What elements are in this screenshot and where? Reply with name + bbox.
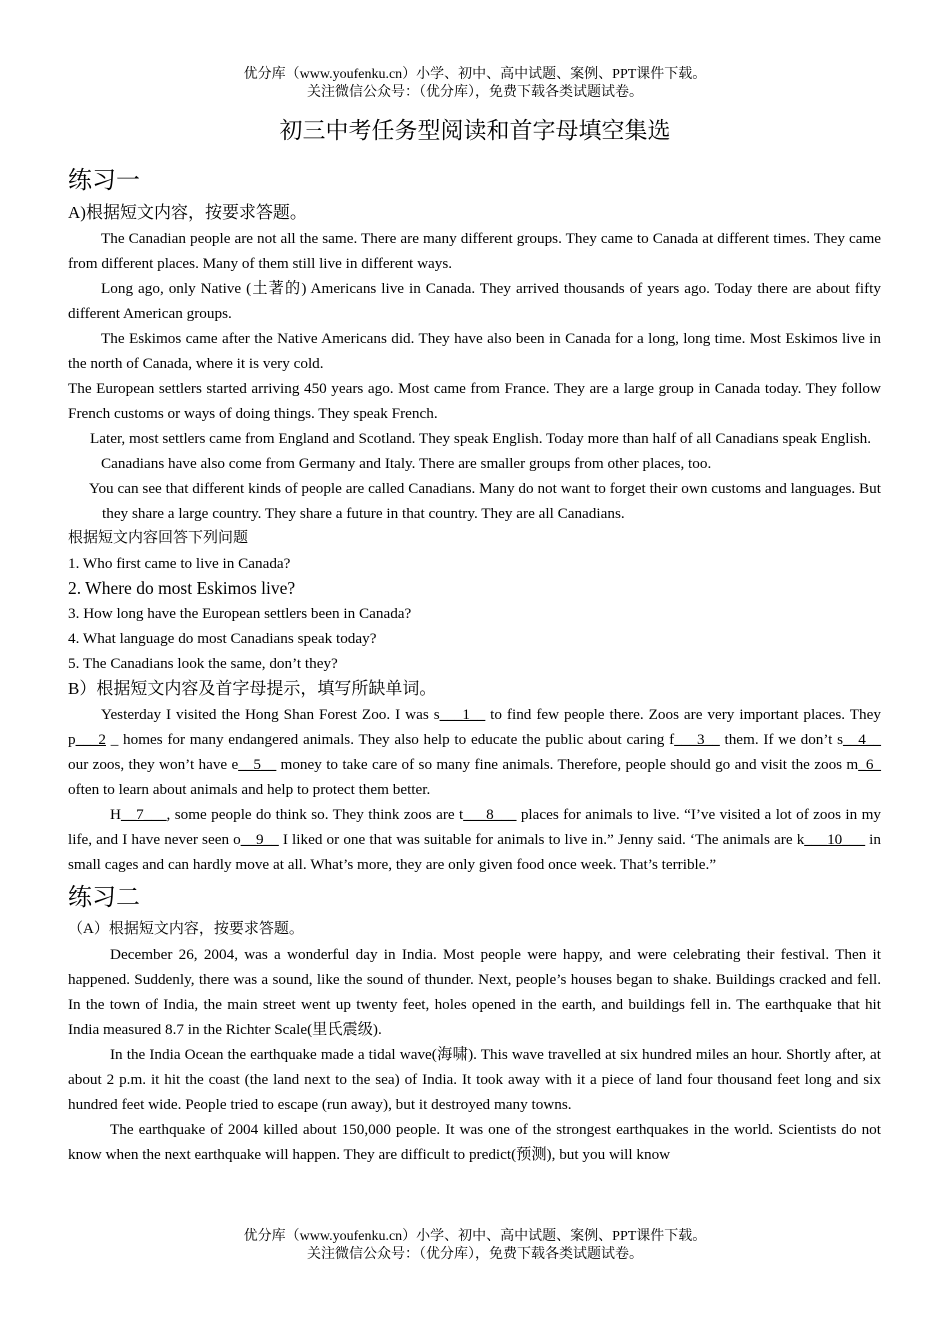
document-title: 初三中考任务型阅读和首字母填空集选: [279, 118, 671, 143]
ex2-part-a-instruction: （A）根据短文内容，按要求答题。: [68, 921, 304, 937]
ex1-question-intro: 根据短文内容回答下列问题: [68, 530, 249, 546]
cloze-text: places for animals to live. “I’ve visited a lot of zoos in my life, and I have never seen o: [68, 806, 882, 848]
cloze-text: often to learn about animals and help to protect them better.: [68, 781, 431, 798]
footer-line-2: 关注微信公众号：（优分库），免费下载各类试题试卷。: [307, 1247, 643, 1262]
ex1-paragraph: Later, most settlers came from England and Scotland. They speak English. Today more than half of all Canadians speak English.: [90, 430, 871, 447]
cloze-text: in small cages and can hardly move at all. What’s more, they are only given food once week. That’s terrible.”: [68, 831, 881, 873]
footer-line-1: 优分库（www.youfenku.cn）小学、初中、高中试题、案例、PPT课件下载。: [243, 1229, 707, 1244]
exercise-1-heading: 练习一: [68, 168, 140, 194]
exercise-2-heading: 练习二: [68, 885, 140, 911]
ex2-paragraph: In the India Ocean the earthquake made a tidal wave(海啸). This wave travelled at six hundred miles an hour. Shortly after, at about 2 p.m. it hit the coast (the land next to the sea) of India. It took away with it a piece of land four thousand feet long and six hundred feet wide. People tried to escape (run away), but it destroyed many towns.: [68, 1046, 881, 1113]
ex1-paragraph: You can see that different kinds of people are called Canadians. Many do not want to forget their own customs and languages. But they share a large country. They share a future in that country. They are all Canadians.: [89, 480, 881, 522]
cloze-blank-5: __5__: [238, 756, 277, 773]
ex1-question: 4. What language do most Canadians speak today?: [68, 630, 377, 647]
ex1-paragraph: Long ago, only Native (土著的) Americans live in Canada. They arrived thousands of years ago. Today there are about fifty different American groups.: [68, 280, 881, 322]
page-footer: [0, 1228, 950, 1264]
ex1-paragraph: Canadians have also come from Germany and Italy. There are smaller groups from other places, too.: [101, 455, 712, 472]
ex1-part-b-instruction: B）根据短文内容及首字母提示，填写所缺单词。: [68, 679, 437, 698]
header-line-2: 关注微信公众号：（优分库），免费下载各类试题试卷。: [307, 85, 643, 100]
cloze-text: money to take care of so many fine animals. Therefore, people should go and visit the zoos m: [276, 756, 859, 773]
cloze-blank-10: ___10___: [804, 831, 866, 848]
ex1-paragraph: The Eskimos came after the Native Americans did. They have also been in Canada for a long, long time. Most Eskimos live in the north of Canada, where it is very cold.: [68, 330, 881, 372]
cloze-text: H: [110, 806, 121, 823]
ex1-question: 3. How long have the European settlers been in Canada?: [68, 605, 412, 622]
cloze-blank-9: __9__: [240, 831, 279, 848]
ex1-paragraph: The European settlers started arriving 450 years ago. Most came from France. They are a large group in Canada today. They follow French customs or ways of doing things. They speak French.: [68, 380, 881, 422]
header-line-1: 优分库（www.youfenku.cn）小学、初中、高中试题、案例、PPT课件下载。: [243, 67, 707, 82]
cloze-blank-2: ___2: [75, 731, 106, 748]
cloze-text: I liked or one that was suitable for animals to live in.” Jenny said. ‘The animals are k: [278, 831, 805, 848]
document-body: [68, 162, 881, 1167]
ex1-question: 1. Who first came to live in Canada?: [68, 555, 291, 572]
ex1-cloze-paragraph-1: [68, 702, 881, 802]
cloze-blank-7: __7___: [120, 806, 167, 823]
cloze-blank-1: ___1__: [439, 706, 486, 723]
cloze-text: our zoos, they won’t have e: [68, 756, 239, 773]
ex1-paragraph: The Canadian people are not all the same. There are many different groups. They came to Canada at different times. They came from different places. Many of them still live in different ways.: [68, 230, 881, 272]
cloze-text: to find few people there. Zoos are very important places. They p: [68, 706, 881, 748]
ex1-question: 2. Where do most Eskimos live?: [68, 578, 296, 598]
cloze-blank-4: __4__: [843, 731, 881, 748]
cloze-text: Yesterday I visited the Hong Shan Forest Zoo. I was s: [101, 706, 440, 723]
ex2-paragraph: December 26, 2004, was a wonderful day in India. Most people were happy, and were celebrating their festival. Then it happened. Suddenly, there was a sound, like the sound of thunder. Next, people’s houses began to shake. Buildings cracked and fell. In the town of India, the main street went up twenty feet, holes opened in the earth, and buildings fell in. The earthquake that hit India measured 8.7 in the Richter Scale(里氏震级).: [68, 946, 881, 1038]
ex1-part-a-instruction: A)根据短文内容，按要求答题。: [68, 203, 307, 222]
cloze-text: _ homes for many endangered animals. They also help to educate the public about caring f: [105, 731, 675, 748]
page-header: [0, 66, 950, 102]
ex1-cloze-paragraph-2: [68, 802, 881, 877]
cloze-text: them. If we don’t s: [719, 731, 844, 748]
cloze-blank-8: ___8___: [463, 806, 517, 823]
ex1-question: 5. The Canadians look the same, don’t they?: [68, 655, 338, 672]
cloze-text: , some people do think so. They think zoos are t: [166, 806, 464, 823]
ex2-paragraph: The earthquake of 2004 killed about 150,000 people. It was one of the strongest earthquakes in the world. Scientists do not know when the next earthquake will happen. They are difficult to predict(预测), but you will know: [68, 1121, 881, 1163]
cloze-blank-3: ___3__: [674, 731, 720, 748]
cloze-blank-6: _6_: [858, 756, 881, 773]
